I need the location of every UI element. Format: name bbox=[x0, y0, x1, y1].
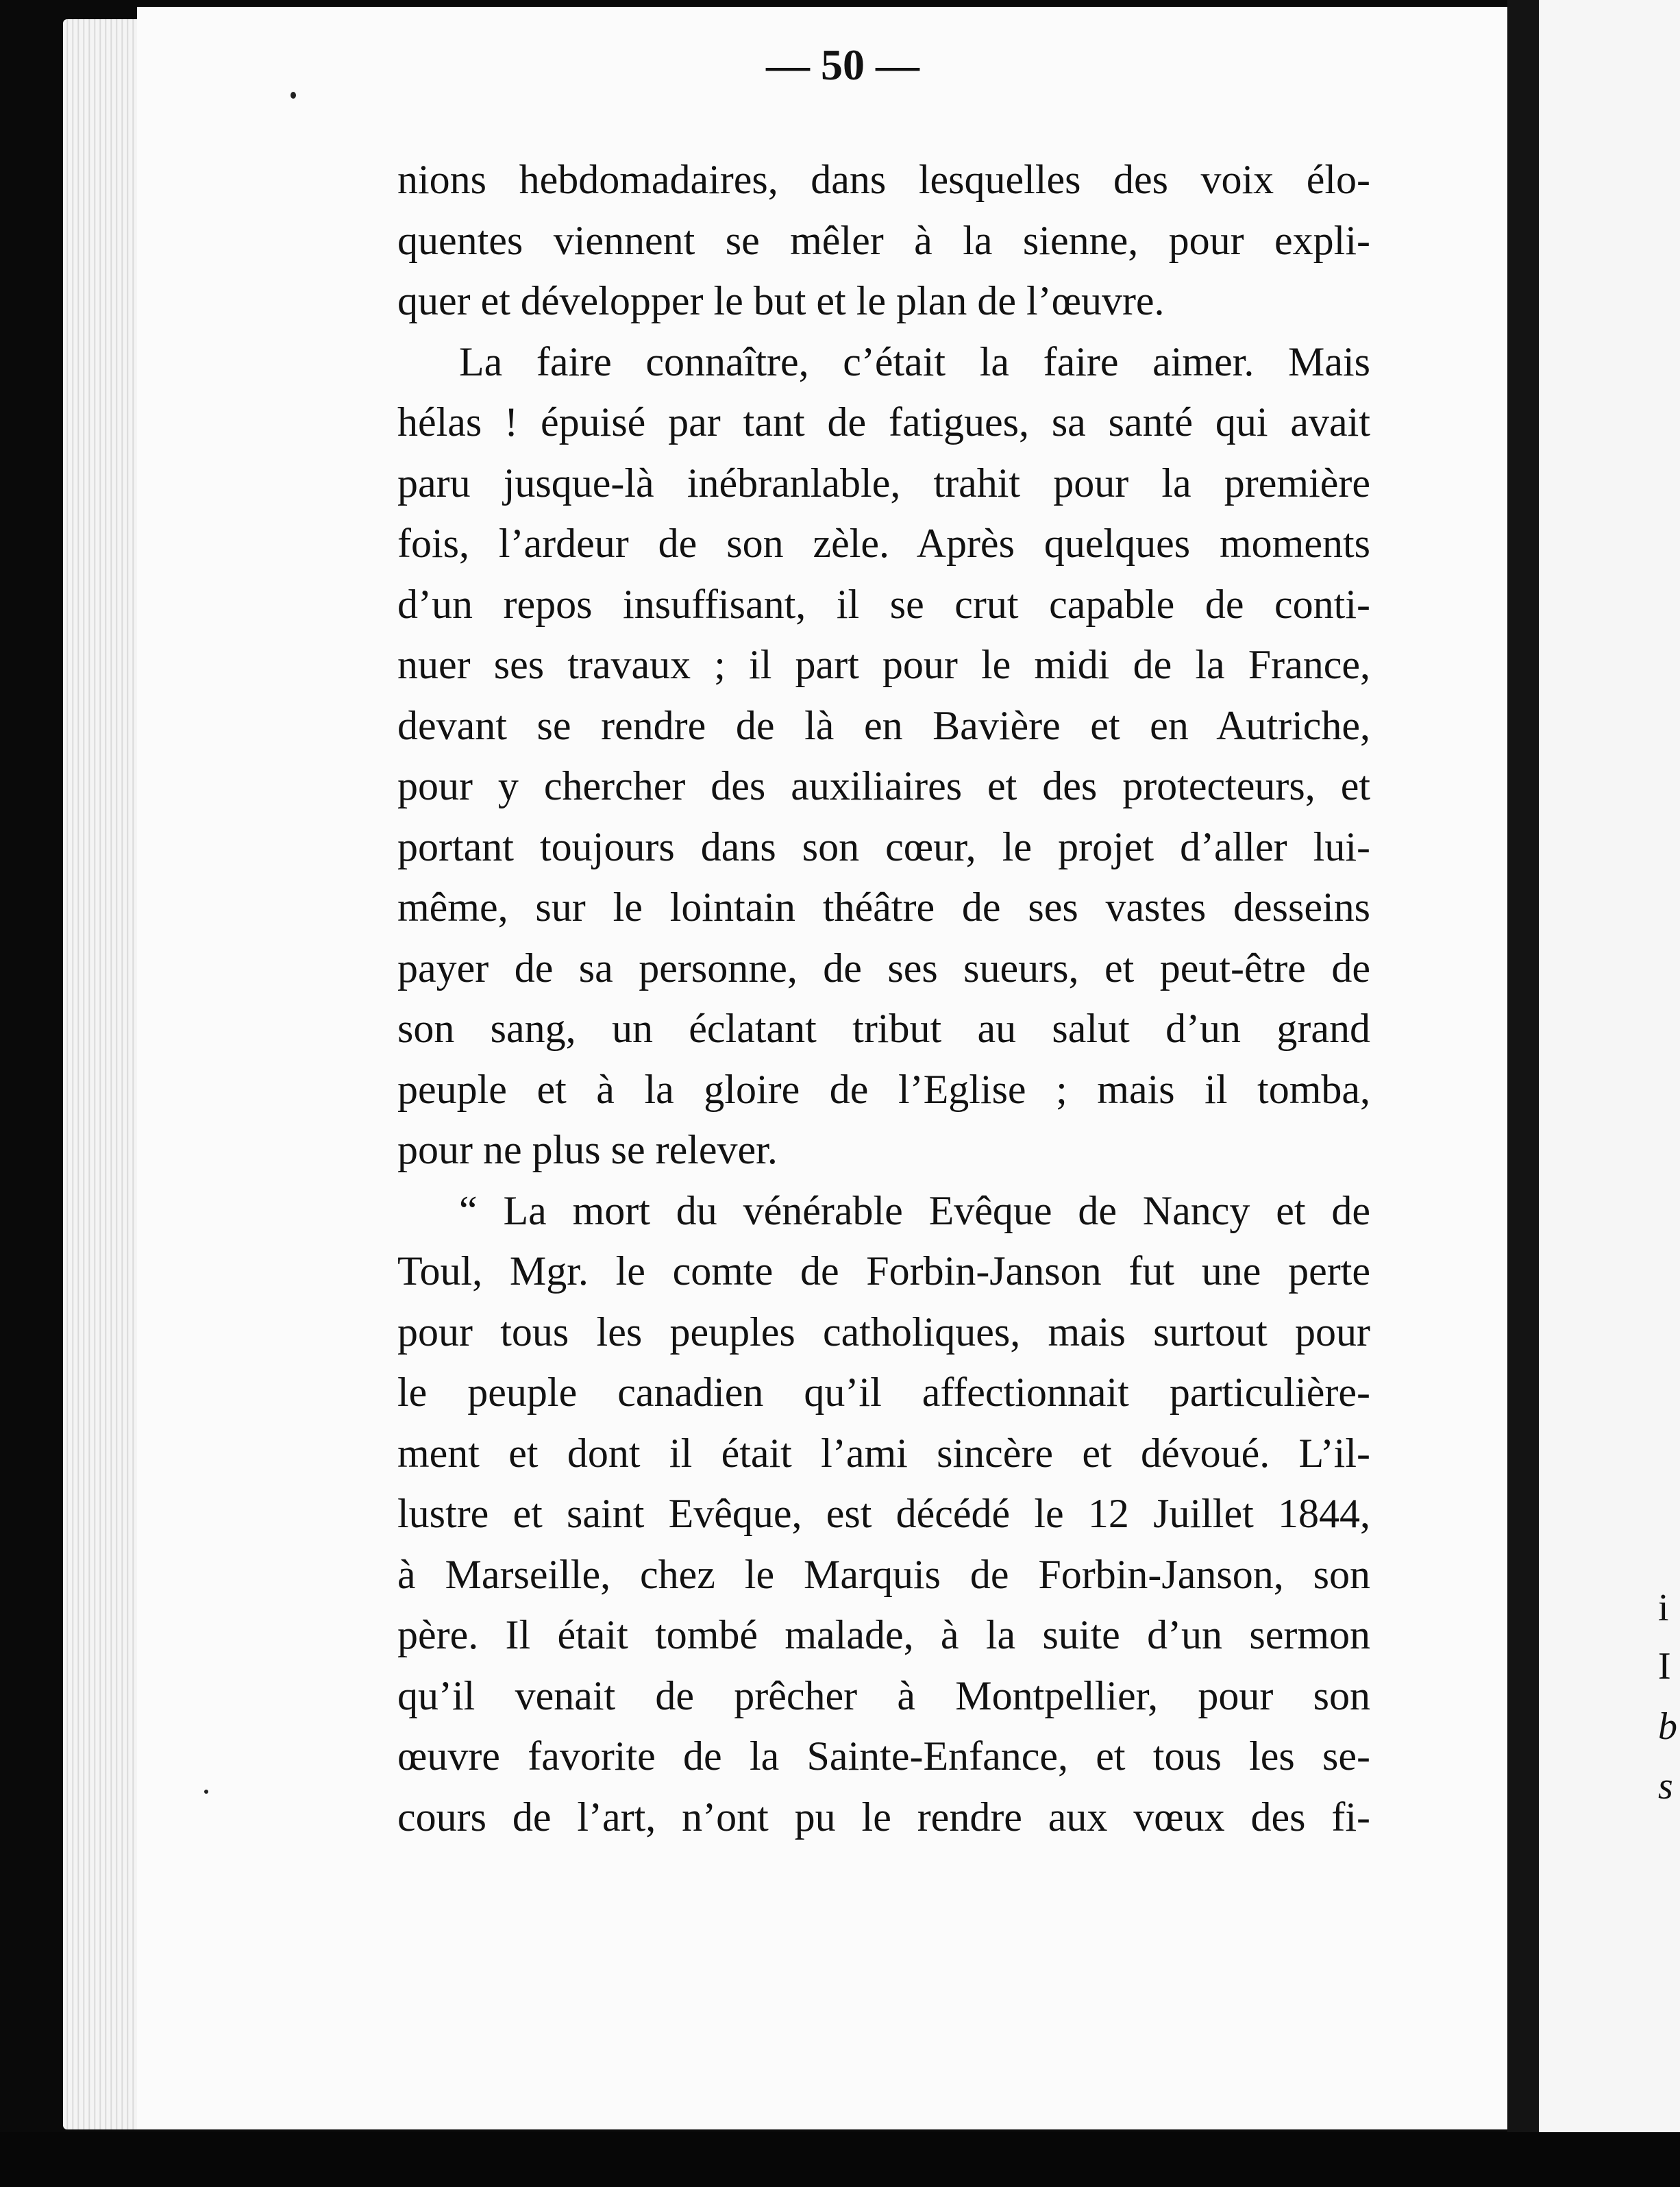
text-line: quentes viennent se mêler à la sienne, pour expli- bbox=[397, 217, 1370, 263]
adjacent-page bbox=[1539, 0, 1680, 2158]
text-line: pour ne plus se relever. bbox=[397, 1127, 778, 1172]
text-line: paru jusque-là inébranlable, trahit pour la première bbox=[397, 460, 1370, 506]
text-line: père. Il était tombé malade, à la suite d’un sermon bbox=[397, 1612, 1370, 1657]
text-line: fois, l’ardeur de son zèle. Après quelques moments bbox=[397, 521, 1370, 566]
text-line: ment et dont il était l’ami sincère et dévoué. L’il- bbox=[397, 1430, 1370, 1476]
text-line: même, sur le lointain théâtre de ses vastes desseins bbox=[397, 885, 1370, 930]
text-line: peuple et à la gloire de l’Eglise ; mais il tomba, bbox=[397, 1066, 1370, 1112]
text-line: œuvre favorite de la Sainte-Enfance, et tous les se- bbox=[397, 1733, 1370, 1779]
text-line: nions hebdomadaires, dans lesquelles des voix élo- bbox=[397, 157, 1370, 202]
text-line: pour tous les peuples catholiques, mais surtout pour bbox=[397, 1309, 1370, 1355]
text-line: lustre et saint Evêque, est décédé le 12 Juillet 1844, bbox=[397, 1491, 1370, 1536]
ink-speck bbox=[291, 92, 296, 99]
ink-speck bbox=[204, 1790, 208, 1794]
page-number: — 50 — bbox=[766, 40, 919, 89]
text-line: Toul, Mgr. le comte de Forbin-Janson fut une perte bbox=[397, 1248, 1370, 1294]
scan-border bbox=[0, 2132, 1680, 2187]
gutter-shadow bbox=[1507, 0, 1539, 2158]
text-line: hélas ! épuisé par tant de fatigues, sa santé qui avait bbox=[397, 399, 1370, 445]
text-line: le peuple canadien qu’il affectionnait particulière- bbox=[397, 1370, 1370, 1415]
body-text bbox=[397, 149, 1370, 1847]
margin-fragment: i bbox=[1658, 1587, 1669, 1629]
margin-fragment: b bbox=[1658, 1705, 1677, 1748]
text-line: son sang, un éclatant tribut au salut d’un grand bbox=[397, 1006, 1370, 1051]
text-line: portant toujours dans son cœur, le projet d’aller lui- bbox=[397, 824, 1370, 869]
text-line: à Marseille, chez le Marquis de Forbin-Janson, son bbox=[397, 1551, 1370, 1597]
text-line: pour y chercher des auxiliaires et des protecteurs, et bbox=[397, 763, 1370, 808]
text-line: d’un repos insuffisant, il se crut capable de conti- bbox=[397, 581, 1370, 627]
margin-fragment: s bbox=[1658, 1765, 1673, 1807]
text-line: quer et développer le but et le plan de l’œuvre. bbox=[397, 278, 1165, 323]
text-line: payer de sa personne, de ses sueurs, et peut-être de bbox=[397, 945, 1370, 991]
text-line: qu’il venait de prêcher à Montpellier, pour son bbox=[397, 1672, 1370, 1718]
text-line: “ La mort du vénérable Evêque de Nancy et de bbox=[459, 1187, 1370, 1233]
text-line: nuer ses travaux ; il part pour le midi de la France, bbox=[397, 642, 1370, 687]
text-line: cours de l’art, n’ont pu le rendre aux vœux des fi- bbox=[397, 1794, 1370, 1840]
text-line: La faire connaître, c’était la faire aimer. Mais bbox=[459, 338, 1370, 384]
margin-fragment: I bbox=[1658, 1645, 1671, 1688]
text-line: devant se rendre de là en Bavière et en Autriche, bbox=[397, 702, 1370, 748]
page-edge-stack bbox=[63, 19, 145, 2129]
